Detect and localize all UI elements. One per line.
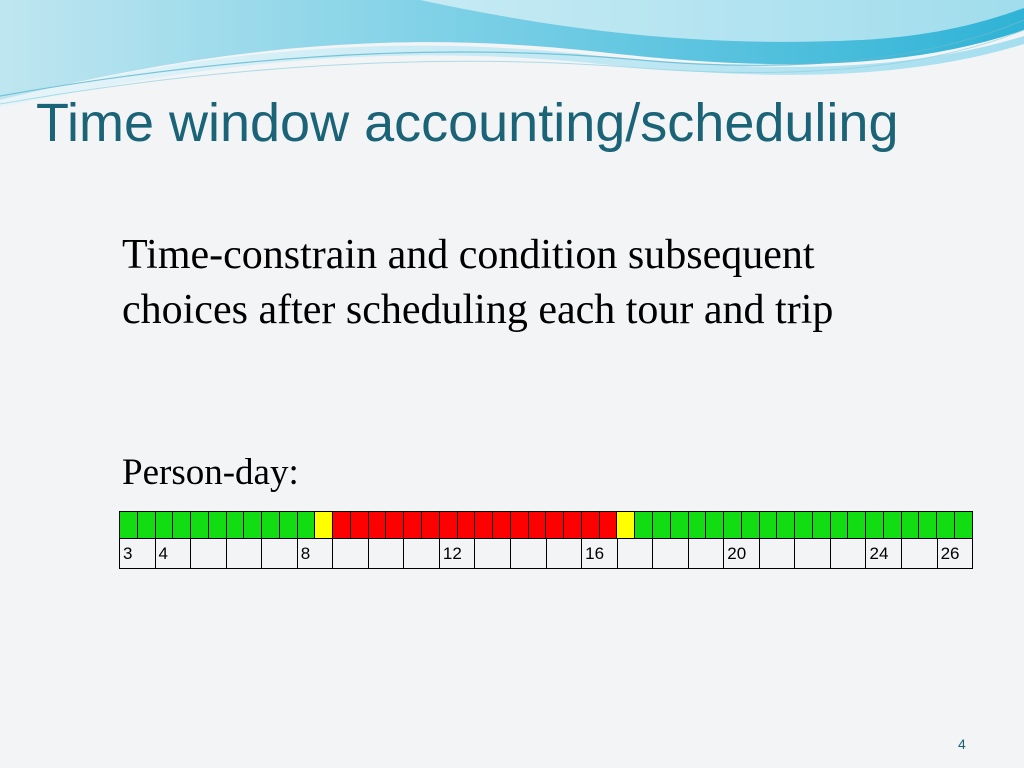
slide-body-text: Time-constrain and condition subsequent choices after scheduling each tour and trip [122,232,834,333]
person-day-timeline [119,511,973,569]
time-slot [741,512,759,538]
time-slot [120,512,137,538]
hour-label-cell: 3 [123,544,133,563]
time-slot [474,512,492,538]
time-slot [528,512,546,538]
hour-label-row [119,539,973,569]
hour-label-cell [830,539,866,568]
hour-label-cell: 20 [723,539,759,568]
time-slot [581,512,599,538]
time-slot [954,512,972,538]
hour-label-cell [759,539,795,568]
time-slot [155,512,173,538]
time-slot-bar [119,511,973,539]
time-slot [243,512,261,538]
time-slot [830,512,848,538]
time-slot [403,512,421,538]
time-slot [776,512,794,538]
time-slot [901,512,919,538]
time-slot [670,512,688,538]
hour-label-cell [403,539,439,568]
time-slot [510,512,528,538]
time-slot [759,512,777,538]
hour-label-cell [652,539,688,568]
time-slot [865,512,883,538]
time-slot [634,512,652,538]
hour-label-cell [474,539,510,568]
time-slot [385,512,403,538]
hour-label-cell [794,539,830,568]
time-slot [439,512,457,538]
time-slot [563,512,581,538]
hour-label-cell [901,539,937,568]
hour-label-cell: 16 [581,539,617,568]
time-slot [350,512,368,538]
hour-label-cell [190,539,226,568]
time-slot [297,512,315,538]
hour-label-cell [510,539,546,568]
page-number: 4 [958,736,966,752]
time-slot [847,512,865,538]
hour-label-cell [546,539,582,568]
time-slot [172,512,190,538]
hour-label-cell: 8 [297,539,333,568]
time-slot [688,512,706,538]
time-slot [190,512,208,538]
time-slot [421,512,439,538]
time-slot [705,512,723,538]
time-slot [457,512,475,538]
hour-label-cell: 4 [155,539,191,568]
hour-label-cell [688,539,724,568]
time-slot [616,512,634,538]
time-slot [794,512,812,538]
person-day-label: Person-day: [122,452,299,493]
hour-label-cell [368,539,404,568]
hour-label-cell [617,539,653,568]
time-slot [208,512,226,538]
hour-label-cell [261,539,297,568]
hour-label-cell: 26 [937,539,973,568]
time-slot [918,512,936,538]
slide-title: Time window accounting/scheduling [36,93,899,153]
time-slot [137,512,155,538]
time-slot [368,512,386,538]
hour-label-cell: 24 [865,539,901,568]
time-slot [545,512,563,538]
time-slot [226,512,244,538]
time-slot [332,512,350,538]
time-slot [723,512,741,538]
hour-label-cell [226,539,262,568]
time-slot [883,512,901,538]
time-slot [652,512,670,538]
time-slot [599,512,617,538]
time-slot [279,512,297,538]
time-slot [936,512,954,538]
hour-label-cell [332,539,368,568]
hour-label-cell: 12 [439,539,475,568]
time-slot [492,512,510,538]
time-slot [261,512,279,538]
time-slot [812,512,830,538]
time-slot [314,512,332,538]
